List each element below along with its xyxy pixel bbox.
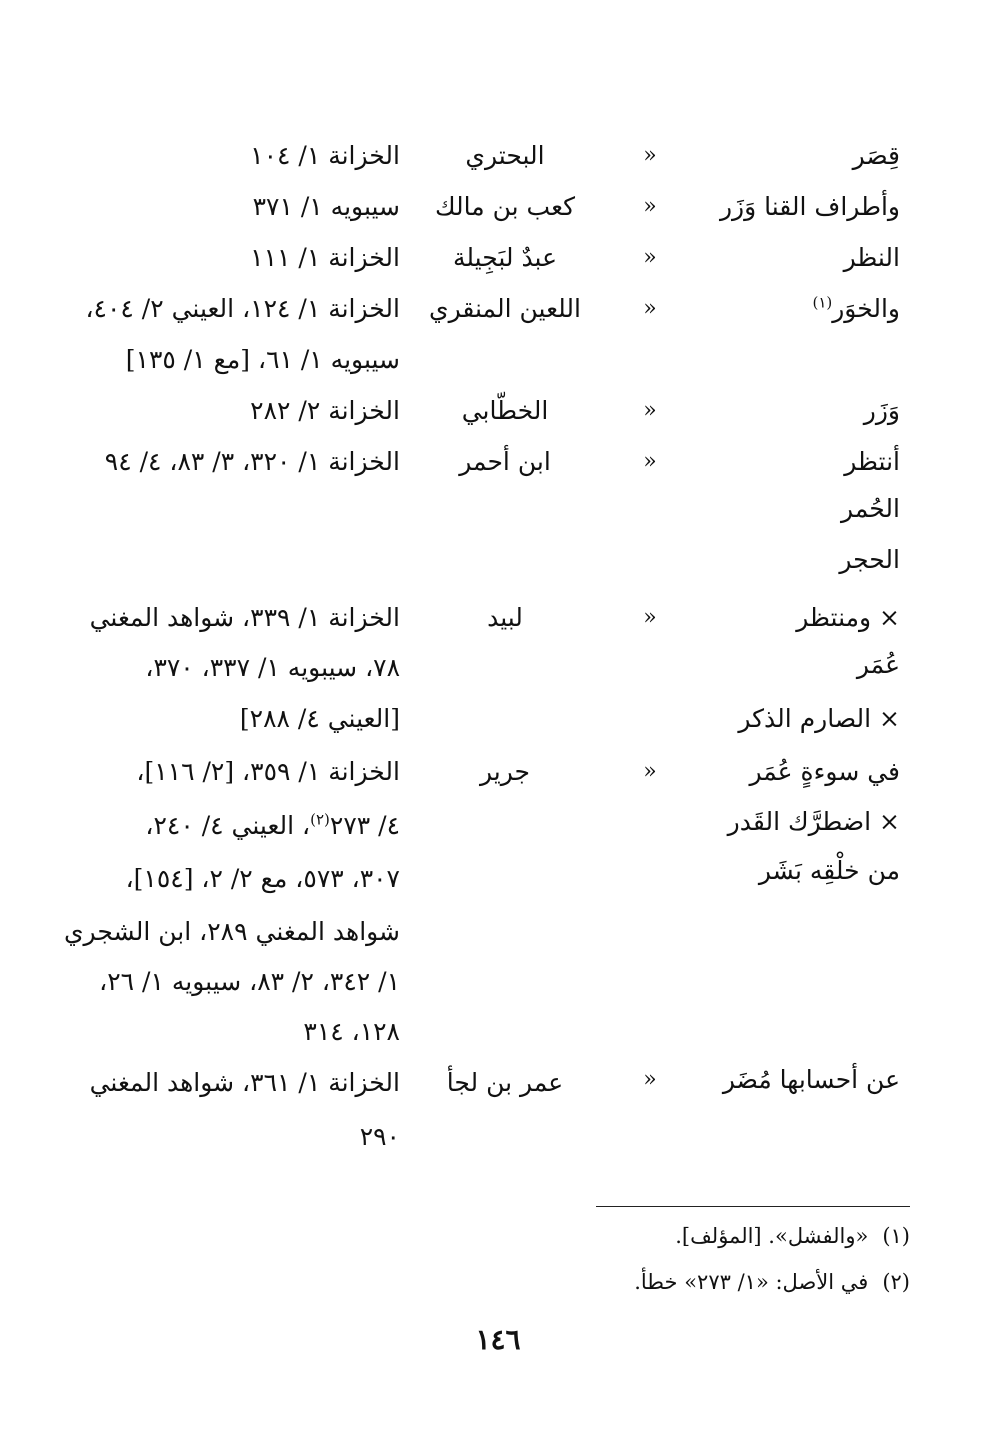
poet-name: لبيد [487, 603, 523, 632]
source-reference: الخزانة ١/ ٣٣٩، شواهد المغني [89, 603, 400, 632]
ditto-mark: « [643, 605, 657, 630]
footnote-ref: (١) [812, 293, 833, 312]
rhyme-word: وَزَر [863, 396, 900, 425]
ditto-mark: « [643, 398, 657, 423]
rhyme-word: وأطراف القنا وَزَر [719, 192, 900, 221]
poet-name: عبدٌ لبَجِيلة [452, 243, 558, 272]
source-reference: الخزانة ١/ ٣٦١، شواهد المغني [89, 1068, 400, 1097]
source-reference: الخزانة ١/ ٣٢٠، ٣/ ٨٣، ٤/ ٩٤ [104, 447, 400, 476]
source-reference: ١٢٨، ٣١٤ [303, 1017, 400, 1046]
rhyme-word: من خلْقِه بَشَر [758, 856, 900, 885]
ditto-mark: « [643, 143, 657, 168]
source-text: ٤/ ٢٧٣ [329, 811, 400, 840]
source-reference: ٣٠٧، ٥٧٣، مع ٢/ ٢، [١٥٤]، [125, 864, 400, 893]
poet-name: الخطّابي [461, 396, 549, 425]
footnote-number: (١) [882, 1224, 910, 1248]
rhyme-word: الحجر [839, 545, 900, 574]
source-reference: شواهد المغني ٢٨٩، ابن الشجري [63, 917, 400, 946]
rhyme-word: × اضطرَّك القَدر [727, 807, 900, 836]
rhyme-word: × الصارم الذكر [738, 704, 900, 733]
source-reference: [العيني ٤/ ٢٨٨] [239, 704, 400, 733]
source-reference: ٧٨، سيبويه ١/ ٣٣٧، ٣٧٠، [145, 653, 400, 682]
rhyme-word: في سوءةٍ عُمَر [749, 757, 900, 786]
ditto-mark: « [643, 245, 657, 270]
ditto-mark: « [643, 1067, 657, 1092]
rhyme-word: الحُمر [841, 494, 900, 523]
source-reference: الخزانة ١/ ١١١ [250, 243, 400, 272]
source-reference: سيبويه ١/ ٦١، [مع ١/ ١٣٥] [125, 345, 400, 374]
source-reference: الخزانة ٢/ ٢٨٢ [250, 396, 400, 425]
rhyme-word: النظر [843, 243, 900, 272]
rhyme-word [812, 284, 900, 334]
poet-name: اللعين المنقري [429, 294, 581, 323]
page-number: ١٤٦ [475, 1323, 521, 1356]
poet-name: كعب بن مالك [434, 192, 576, 221]
rhyme-word: أنتظر [844, 447, 900, 476]
source-reference: ٢٩٠ [359, 1122, 400, 1151]
footnote-ref: (٢) [310, 810, 330, 829]
poet-name: جرير [480, 757, 530, 786]
source-reference: الخزانة ١/ ١٢٤، العيني ٢/ ٤٠٤، [85, 294, 400, 323]
footnote [675, 1216, 910, 1256]
poet-name: البحتري [465, 141, 545, 170]
footnote-text: «والفشل». [المؤلف]. [675, 1224, 869, 1248]
source-reference: ١/ ٣٤٢، ٢/ ٨٣، سيبويه ١/ ٢٦، [99, 967, 400, 996]
poet-name: ابن أحمر [459, 447, 551, 476]
source-text: ، العيني ٤/ ٢٤٠، [145, 811, 311, 840]
rhyme-word: قِصَر [852, 141, 900, 170]
source-reference [145, 801, 400, 851]
rhyme-word: عن أحسابها مُضَر [722, 1065, 900, 1094]
footnote-separator [596, 1206, 910, 1207]
rhyme-word: عُمَر [856, 650, 900, 679]
footnote-number: (٢) [882, 1270, 910, 1294]
rhyme-word: × ومنتظر [796, 603, 900, 632]
ditto-mark: « [643, 449, 657, 474]
source-reference: الخزانة ١/ ٣٥٩، [٢/ ١١٦]، [136, 757, 400, 786]
ditto-mark: « [643, 296, 657, 321]
poet-name: عمر بن لجأ [446, 1068, 564, 1097]
source-reference: الخزانة ١/ ١٠٤ [250, 141, 400, 170]
ditto-mark: « [643, 759, 657, 784]
footnote-text: في الأصل: «١/ ٢٧٣» خطأ. [634, 1270, 869, 1294]
source-reference: سيبويه ١/ ٣٧١ [252, 192, 400, 221]
ditto-mark: « [643, 194, 657, 219]
footnote [634, 1262, 910, 1302]
rhyme-word-text: والخوَر [832, 294, 900, 323]
